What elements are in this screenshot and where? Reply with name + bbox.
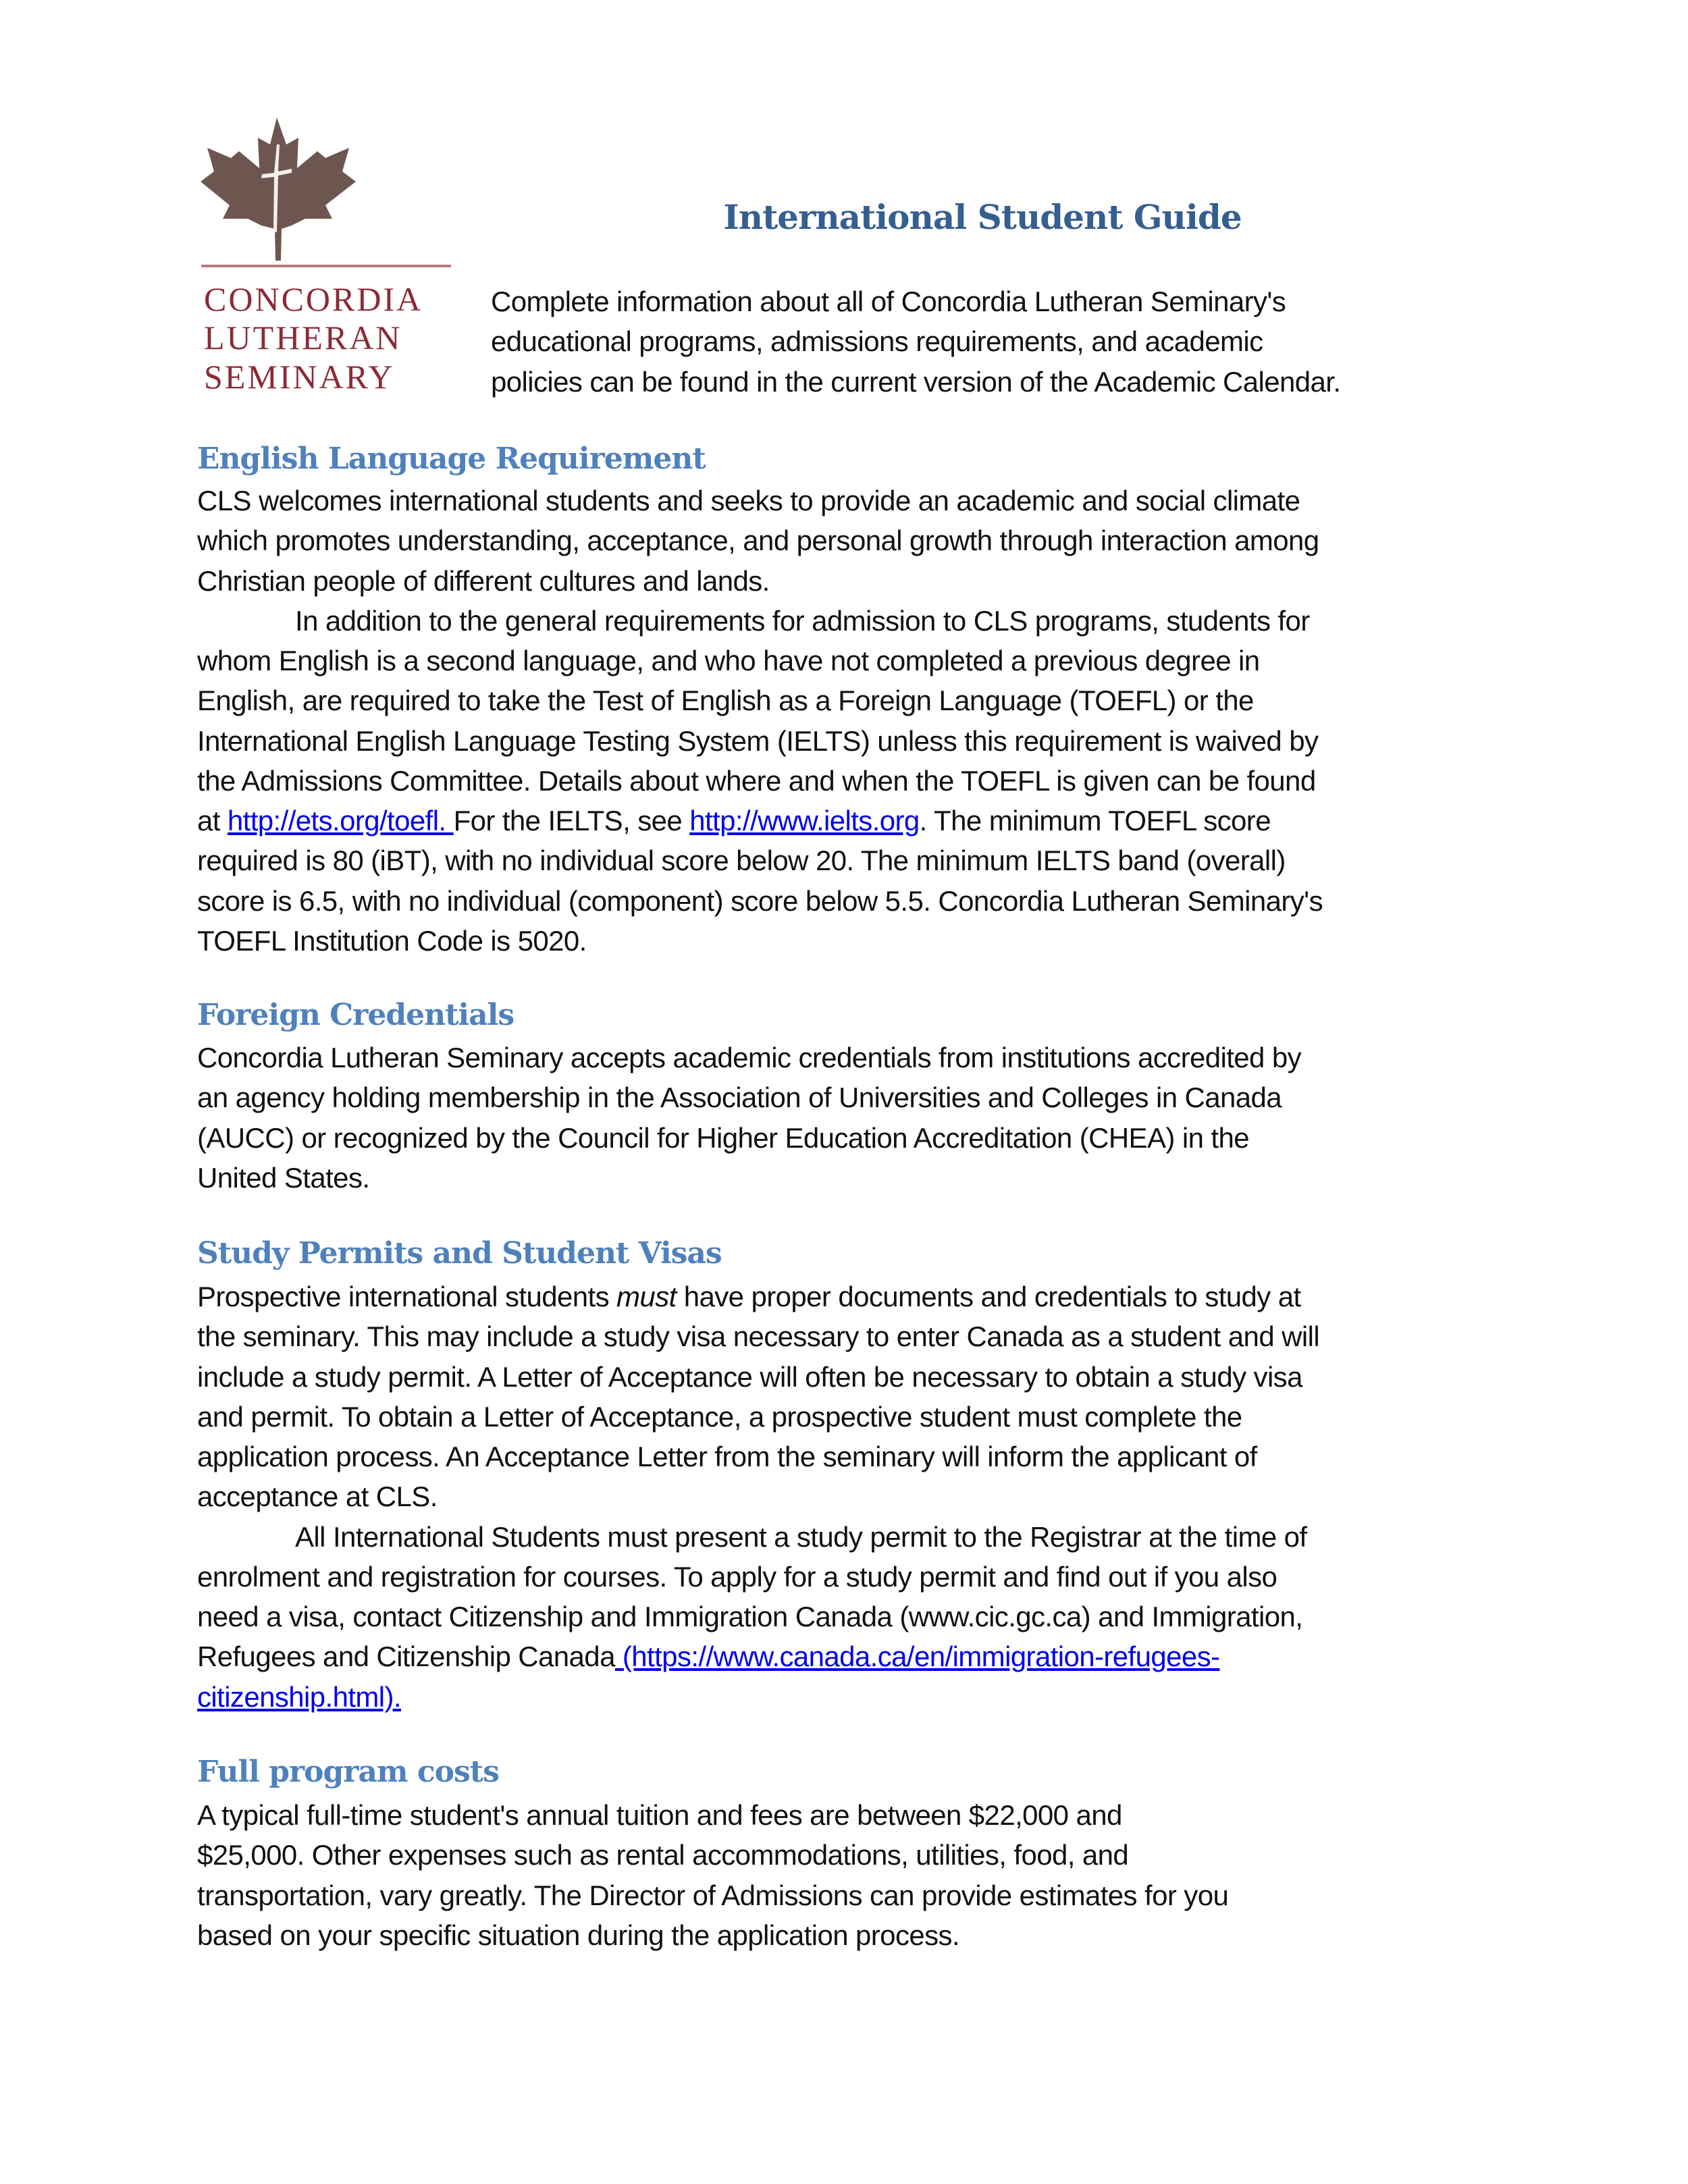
text-span: A typical full-time student's annual tuition and fees are between $22,000 and (197, 1799, 1122, 1831)
text-line (197, 1397, 1319, 1437)
intro-line: Complete information about all of Concordia Lutheran Seminary's (491, 286, 1286, 317)
text-line (197, 1835, 1228, 1875)
text-line (197, 641, 1323, 681)
text-span: $25,000. Other expenses such as rental accommodations, utilities, food, and (197, 1839, 1129, 1871)
text-span: the seminary. This may include a study visa necessary to enter Canada as a student and will (197, 1321, 1320, 1353)
section-heading-program-costs: Full program costs (197, 1755, 499, 1789)
section-heading-english-language-requirement: English Language Requirement (197, 442, 706, 476)
text-span: application process. An Acceptance Letter from the seminary will inform the applicant of (197, 1441, 1257, 1472)
text-line (197, 1038, 1301, 1077)
text-line (197, 721, 1323, 761)
hyperlink[interactable]: citizenship.html). (197, 1680, 401, 1713)
text-line (197, 601, 1323, 641)
text-span: (AUCC) or recognized by the Council for Higher Education Accreditation (CHEA) in the (197, 1121, 1249, 1154)
intro-paragraph (491, 282, 1340, 402)
text-line (197, 1357, 1319, 1397)
text-line (197, 801, 1323, 841)
text-line (197, 481, 1323, 521)
text-line (197, 761, 1323, 801)
seminary-logo (197, 113, 454, 404)
text-span: based on your specific situation during the application process. (197, 1919, 959, 1951)
emphasis-text: must (616, 1281, 677, 1312)
text-span: United States. (197, 1161, 370, 1194)
text-span: at (197, 805, 228, 836)
text-line (197, 1517, 1319, 1557)
text-line (197, 1875, 1228, 1915)
text-span: TOEFL Institution Code is 5020. (197, 924, 587, 957)
text-span: All International Students must present a study permit to the Registrar at the time of (295, 1520, 1307, 1553)
text-line (197, 1557, 1319, 1597)
text-span: transportation, vary greatly. The Director of Admissions can provide estimates for you (197, 1879, 1229, 1911)
text-span: Prospective international students (197, 1281, 617, 1312)
text-span: score is 6.5, with no individual (component) score below 5.5. Concordia Lutheran Seminary's (197, 884, 1323, 917)
section-body-english-language-requirement (197, 481, 1323, 961)
text-span: International English Language Testing System (IELTS) unless this requirement is waived by (197, 724, 1319, 757)
text-line (197, 1437, 1319, 1476)
intro-line: policies can be found in the current version of the Academic Calendar. (491, 365, 1341, 398)
text-line (197, 1277, 1319, 1316)
text-span: English, are required to take the Test of English as a Foreign Language (TOEFL) or the (197, 685, 1254, 717)
text-span: For the IELTS, see (453, 805, 690, 836)
text-line (197, 1677, 1319, 1717)
text-line (197, 561, 1323, 601)
text-span: have proper documents and credentials to study at (676, 1281, 1301, 1312)
text-span: and permit. To obtain a Letter of Acceptance, a prospective student must complete the (197, 1400, 1242, 1433)
text-line (197, 1915, 1228, 1955)
text-span: include a study permit. A Letter of Acceptance will often be necessary to obtain a study visa (197, 1360, 1302, 1393)
text-span: Christian people of different cultures and lands. (197, 564, 770, 597)
page-title: International Student Guide (723, 197, 1242, 237)
section-heading-study-permits: Study Permits and Student Visas (197, 1236, 722, 1271)
logo-text-line: CONCORDIA (204, 280, 423, 318)
hyperlink[interactable]: (https://www.canada.ca/en/immigration-refugees- (614, 1641, 1220, 1673)
text-span: acceptance at CLS. (197, 1481, 438, 1513)
logo-divider (201, 265, 451, 267)
text-line (197, 1077, 1301, 1117)
intro-line: educational programs, admissions requirements, and academic (491, 325, 1263, 358)
hyperlink[interactable]: http://www.ielts.org (689, 805, 920, 836)
text-span: need a visa, contact Citizenship and Immigration Canada (www.cic.gc.ca) and Immigration, (197, 1601, 1303, 1632)
text-span: CLS welcomes international students and seeks to provide an academic and social climate (197, 485, 1300, 516)
section-heading-foreign-credentials: Foreign Credentials (197, 998, 515, 1032)
logo-text-line: SEMINARY (204, 358, 395, 396)
text-span: the Admissions Committee. Details about where and when the TOEFL is given can be found (197, 764, 1316, 797)
text-line (197, 1316, 1319, 1356)
text-line (197, 681, 1323, 720)
maple-leaf-cross-icon (197, 117, 359, 263)
text-line (197, 521, 1323, 560)
text-span: enrolment and registration for courses. To apply for a study permit and find out if you also (197, 1560, 1277, 1593)
text-span: whom English is a second language, and who have not completed a previous degree in (197, 645, 1260, 676)
logo-text-line: LUTHERAN (204, 319, 402, 356)
section-body-foreign-credentials (197, 1038, 1301, 1198)
text-span: an agency holding membership in the Association of Universities and Colleges in Canada (197, 1082, 1282, 1114)
text-line (197, 921, 1323, 961)
section-body-program-costs (197, 1795, 1228, 1955)
section-body-study-permits (197, 1277, 1319, 1717)
text-span: Concordia Lutheran Seminary accepts academic credentials from institutions accredited by (197, 1042, 1302, 1073)
text-line (197, 1597, 1319, 1636)
hyperlink[interactable]: http://ets.org/toefl. (227, 805, 454, 836)
text-span: In addition to the general requirements for admission to CLS programs, students for (295, 604, 1310, 637)
text-line (197, 1795, 1228, 1835)
text-line (197, 1158, 1301, 1198)
text-span: . The minimum TOEFL score (919, 805, 1271, 836)
text-line (197, 881, 1323, 921)
text-line (197, 1636, 1319, 1676)
text-line (197, 1476, 1319, 1516)
text-line (197, 841, 1323, 880)
text-line (197, 1118, 1301, 1158)
text-span: Refugees and Citizenship Canada (197, 1641, 615, 1673)
text-span: which promotes understanding, acceptance, and personal growth through interaction among (197, 525, 1319, 557)
text-span: required is 80 (iBT), with no individual score below 20. The minimum IELTS band (overall) (197, 845, 1286, 877)
